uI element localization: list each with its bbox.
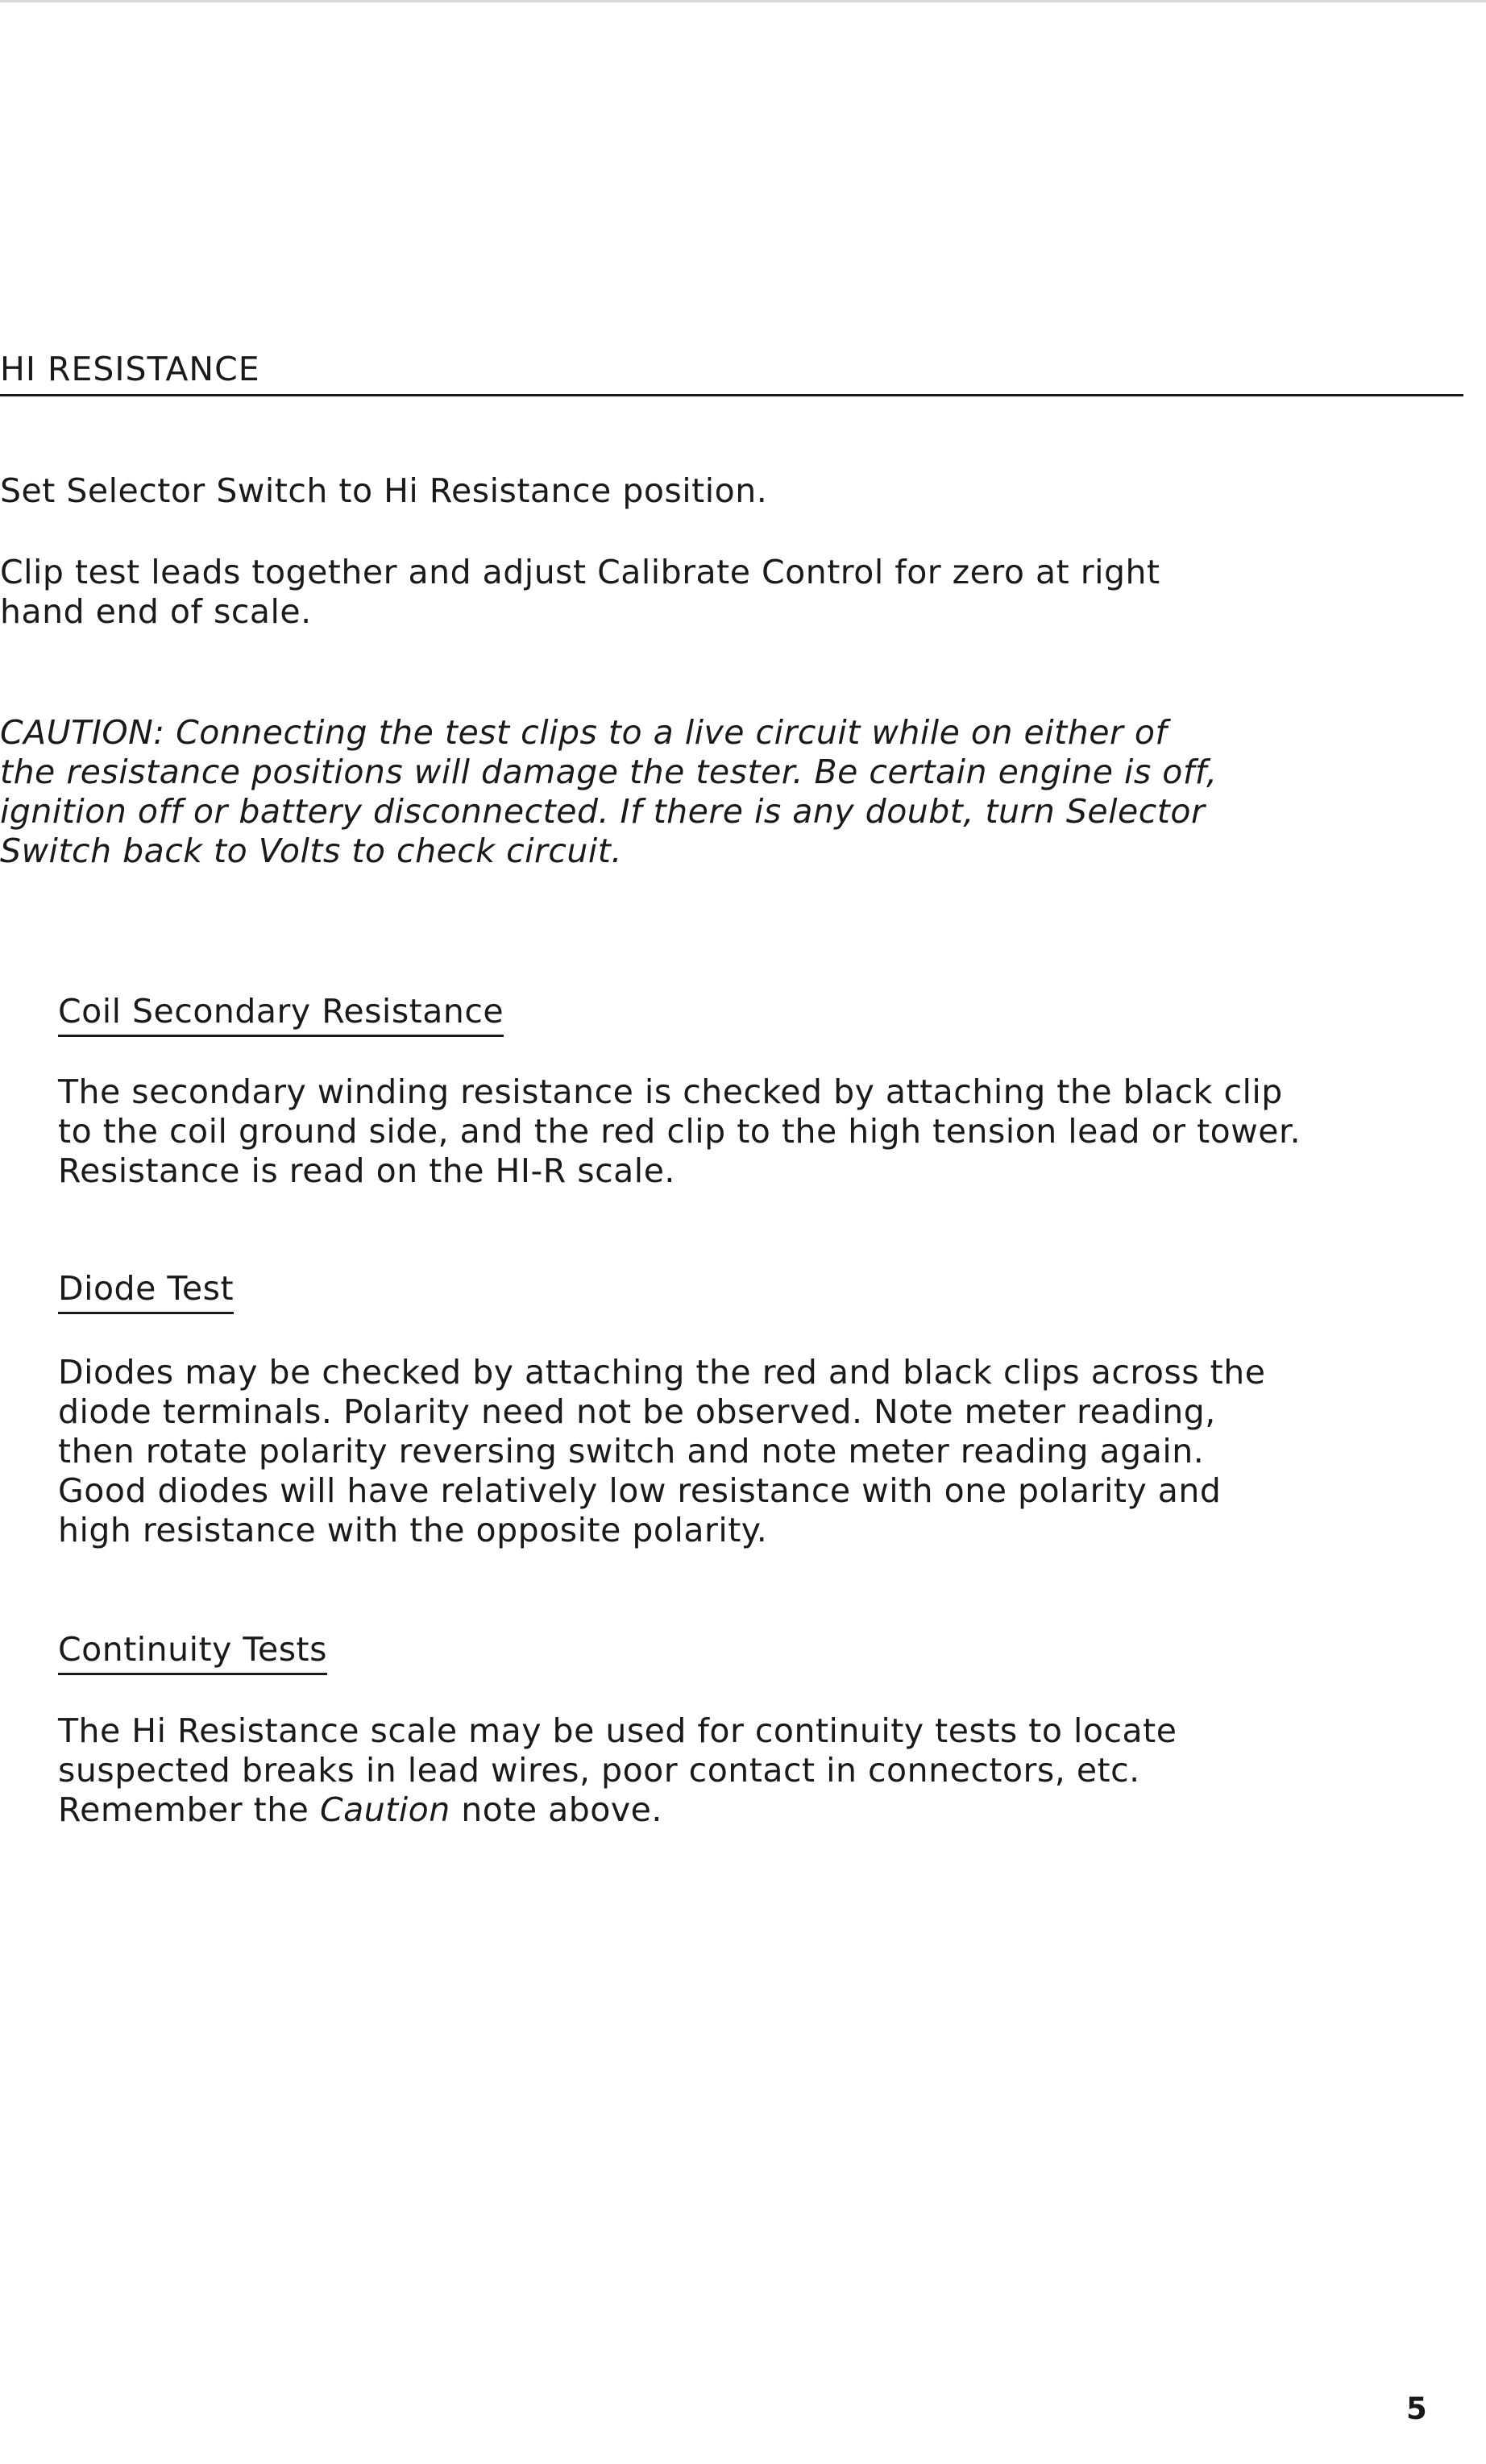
text-line: Resistance is read on the HI-R scale. xyxy=(58,1151,675,1190)
text-line: CAUTION: Connecting the test clips to a live circuit while on either of xyxy=(0,713,1168,752)
section-heading: HI RESISTANCE xyxy=(0,350,1463,396)
text-line: ignition off or battery disconnected. If there is any doubt, turn Selector xyxy=(0,792,1206,831)
text-line: to the coil ground side, and the red clip to the high tension lead or tower. xyxy=(58,1112,1301,1151)
instruction-selector-switch xyxy=(0,471,1418,511)
text-span: Remember the xyxy=(58,1790,320,1829)
text-line: Switch back to Volts to check circuit. xyxy=(0,832,622,870)
caution-note xyxy=(0,713,1451,871)
diode-test-heading: Diode Test xyxy=(58,1269,234,1314)
page-top-rule xyxy=(0,0,1486,2)
text-line: high resistance with the opposite polarity. xyxy=(58,1511,768,1549)
text-line: then rotate polarity reversing switch and note meter reading again. xyxy=(58,1432,1205,1471)
text-line: diode terminals. Polarity need not be observed. Note meter reading, xyxy=(58,1392,1216,1431)
text-line: the resistance positions will damage the tester. Be certain engine is off, xyxy=(0,753,1218,791)
text-line: Diodes may be checked by attaching the red and black clips across the xyxy=(58,1353,1266,1392)
page-number: 5 xyxy=(1406,2391,1427,2426)
coil-secondary-heading: Coil Secondary Resistance xyxy=(58,992,504,1037)
text-line: Good diodes will have relatively low resistance with one polarity and xyxy=(58,1471,1222,1510)
diode-test-text xyxy=(58,1353,1486,1550)
text-line: suspected breaks in lead wires, poor contact in connectors, etc. xyxy=(58,1751,1140,1790)
caution-reference: Caution xyxy=(319,1790,450,1829)
text-line: The Hi Resistance scale may be used for continuity tests to locate xyxy=(58,1711,1177,1750)
text-line: The secondary winding resistance is checked by attaching the black clip xyxy=(58,1072,1283,1111)
text-line: Clip test leads together and adjust Calibrate Control for zero at right xyxy=(0,553,1160,591)
continuity-tests-heading: Continuity Tests xyxy=(58,1630,327,1675)
continuity-tests-text xyxy=(58,1711,1486,1830)
text-line: hand end of scale. xyxy=(0,592,312,631)
text-line xyxy=(58,1790,1486,1830)
coil-secondary-text xyxy=(58,1072,1486,1191)
text-span: note above. xyxy=(450,1790,662,1829)
instruction-calibrate xyxy=(0,553,1418,632)
text-line: Set Selector Switch to Hi Resistance position. xyxy=(0,471,768,510)
